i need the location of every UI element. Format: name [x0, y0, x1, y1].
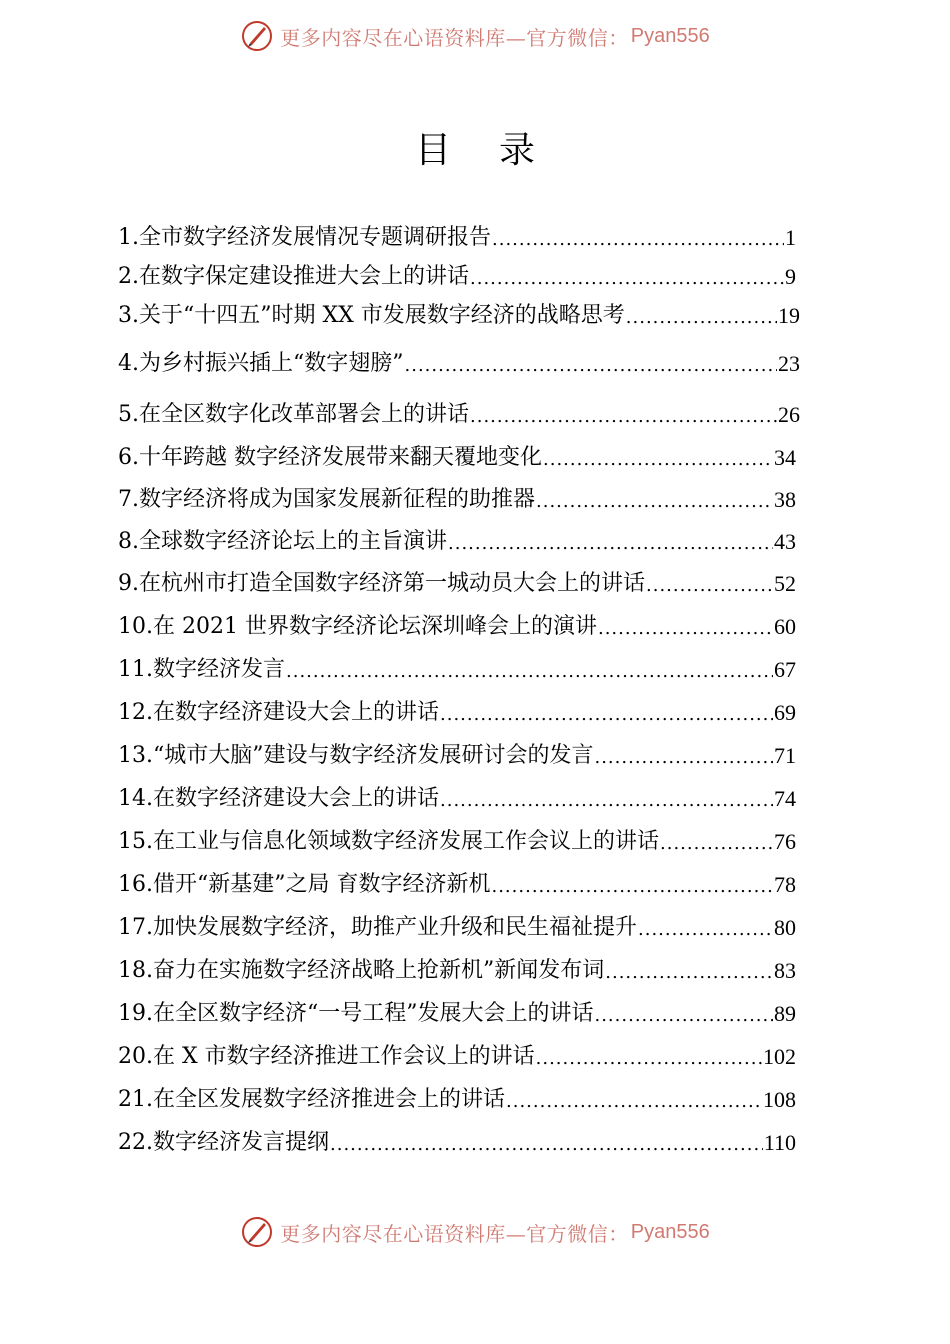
pen-logo-icon — [240, 19, 274, 53]
toc-entry-page-number: 83 — [774, 958, 796, 983]
toc-entry-page-number: 26 — [778, 402, 800, 427]
toc-entry[interactable] — [118, 442, 796, 474]
toc-dot-leader — [470, 265, 784, 293]
toc-entry[interactable] — [118, 955, 796, 987]
header-watermark — [0, 16, 950, 56]
watermark-text: 更多内容尽在心语资料库—官方微信： — [280, 25, 629, 50]
toc-entry-title: 10.在 2021 世界数字经济论坛深圳峰会上的演讲 — [118, 614, 597, 639]
toc-entry[interactable] — [118, 740, 796, 772]
toc-entry[interactable] — [118, 1084, 796, 1116]
toc-dot-leader — [638, 916, 773, 944]
toc-entry-title: 7.数字经济将成为国家发展新征程的助推器 — [118, 487, 535, 512]
toc-entry-title: 4.为乡村振兴插上“数字翅膀” — [118, 351, 404, 376]
toc-entry-page-number: 52 — [774, 571, 796, 596]
toc-entry[interactable] — [118, 869, 796, 901]
toc-dot-leader — [646, 572, 773, 600]
toc-entry-page-number: 9 — [785, 264, 796, 289]
toc-dot-leader — [626, 304, 777, 332]
footer-watermark — [0, 1212, 950, 1252]
toc-dot-leader — [448, 530, 773, 558]
toc-entry-page-number: 67 — [774, 657, 796, 682]
toc-entry-title: 6.十年跨越 数字经济发展带来翻天覆地变化 — [118, 445, 542, 470]
toc-entry[interactable] — [118, 300, 800, 332]
toc-entry-title: 20.在 X 市数字经济推进工作会议上的讲话 — [118, 1044, 535, 1069]
toc-dot-leader — [492, 226, 784, 254]
toc-entry-page-number: 19 — [778, 303, 800, 328]
toc-entry[interactable] — [118, 1127, 796, 1159]
toc-dot-leader — [506, 1088, 762, 1116]
watermark-wechat-id: Pyan556 — [630, 1220, 710, 1243]
toc-entry-title: 22.数字经济发言提纲 — [118, 1130, 329, 1155]
toc-entry[interactable] — [118, 526, 796, 558]
toc-dot-leader — [594, 744, 773, 772]
toc-entry[interactable] — [118, 484, 796, 516]
toc-entry-page-number: 102 — [763, 1044, 796, 1069]
toc-entry-page-number: 80 — [774, 915, 796, 940]
toc-dot-leader — [330, 1131, 763, 1159]
toc-entry-page-number: 69 — [774, 700, 796, 725]
toc-entry-page-number: 76 — [774, 829, 796, 854]
toc-dot-leader — [440, 787, 773, 815]
page-title: 目录 — [414, 130, 583, 171]
toc-entry-title: 18.奋力在实施数字经济战略上抢新机”新闻发布词 — [118, 958, 605, 983]
toc-entry[interactable] — [118, 783, 796, 815]
toc-entry[interactable] — [118, 912, 796, 944]
toc-entry[interactable] — [118, 399, 800, 431]
toc-entry-page-number: 1 — [785, 225, 796, 250]
toc-entry-page-number: 23 — [778, 351, 800, 376]
toc-entry[interactable] — [118, 697, 796, 729]
toc-dot-leader — [440, 701, 773, 729]
toc-entry[interactable] — [118, 998, 796, 1030]
toc-entry[interactable] — [118, 568, 796, 600]
toc-entry-title: 13.“城市大脑”建设与数字经济发展研讨会的发言 — [118, 743, 594, 768]
toc-entry[interactable] — [118, 222, 796, 254]
toc-entry-title: 19.在全区数字经济“一号工程”发展大会上的讲话 — [118, 1001, 594, 1026]
toc-entry-page-number: 108 — [763, 1087, 796, 1112]
toc-entry-title: 11.数字经济发言 — [118, 657, 285, 682]
toc-dot-leader — [405, 352, 778, 380]
toc-entry[interactable] — [118, 261, 796, 293]
toc-dot-leader — [536, 1045, 762, 1073]
toc-entry-page-number: 71 — [774, 743, 796, 768]
toc-dot-leader — [491, 873, 773, 901]
toc-entry[interactable] — [118, 654, 796, 686]
toc-dot-leader — [286, 658, 773, 686]
toc-entry[interactable] — [118, 1041, 796, 1073]
toc-entry-title: 14.在数字经济建设大会上的讲话 — [118, 786, 439, 811]
toc-dot-leader — [536, 488, 773, 516]
toc-entry-title: 2.在数字保定建设推进大会上的讲话 — [118, 264, 469, 289]
toc-entry-title: 8.全球数字经济论坛上的主旨演讲 — [118, 529, 447, 554]
toc-entry[interactable] — [118, 348, 800, 380]
toc-entry-title: 1.全市数字经济发展情况专题调研报告 — [118, 225, 491, 250]
toc-dot-leader — [605, 959, 773, 987]
watermark-text: 更多内容尽在心语资料库—官方微信： — [280, 1221, 629, 1246]
toc-entry-page-number: 60 — [774, 614, 796, 639]
toc-dot-leader — [470, 403, 777, 431]
toc-entry-title: 5.在全区数字化改革部署会上的讲话 — [118, 402, 469, 427]
toc-entry-title: 9.在杭州市打造全国数字经济第一城动员大会上的讲话 — [118, 571, 645, 596]
toc-dot-leader — [543, 446, 773, 474]
toc-dot-leader — [660, 830, 773, 858]
toc-entry-page-number: 34 — [774, 445, 796, 470]
toc-entry-title: 3.关于“十四五”时期 XX 市发展数字经济的战略思考 — [118, 303, 625, 328]
toc-dot-leader — [598, 615, 773, 643]
toc-entry-page-number: 74 — [774, 786, 796, 811]
toc-entry-page-number: 78 — [774, 872, 796, 897]
toc-dot-leader — [594, 1002, 773, 1030]
toc-entry[interactable] — [118, 611, 796, 643]
pen-logo-icon — [240, 1215, 274, 1249]
toc-entry-page-number: 89 — [774, 1001, 796, 1026]
toc-entry-page-number: 43 — [774, 529, 796, 554]
toc-entry-title: 15.在工业与信息化领域数字经济发展工作会议上的讲话 — [118, 829, 659, 854]
watermark-wechat-id: Pyan556 — [630, 24, 710, 47]
toc-entry-title: 21.在全区发展数字经济推进会上的讲话 — [118, 1087, 505, 1112]
toc-entry-page-number: 110 — [763, 1130, 796, 1155]
toc-entry[interactable] — [118, 826, 796, 858]
toc-entry-page-number: 38 — [774, 487, 796, 512]
toc-entry-title: 16.借开“新基建”之局 育数字经济新机 — [118, 872, 491, 897]
toc-entry-title: 12.在数字经济建设大会上的讲话 — [118, 700, 439, 725]
toc-entry-title: 17.加快发展数字经济，助推产业升级和民生福祉提升 — [118, 915, 637, 940]
